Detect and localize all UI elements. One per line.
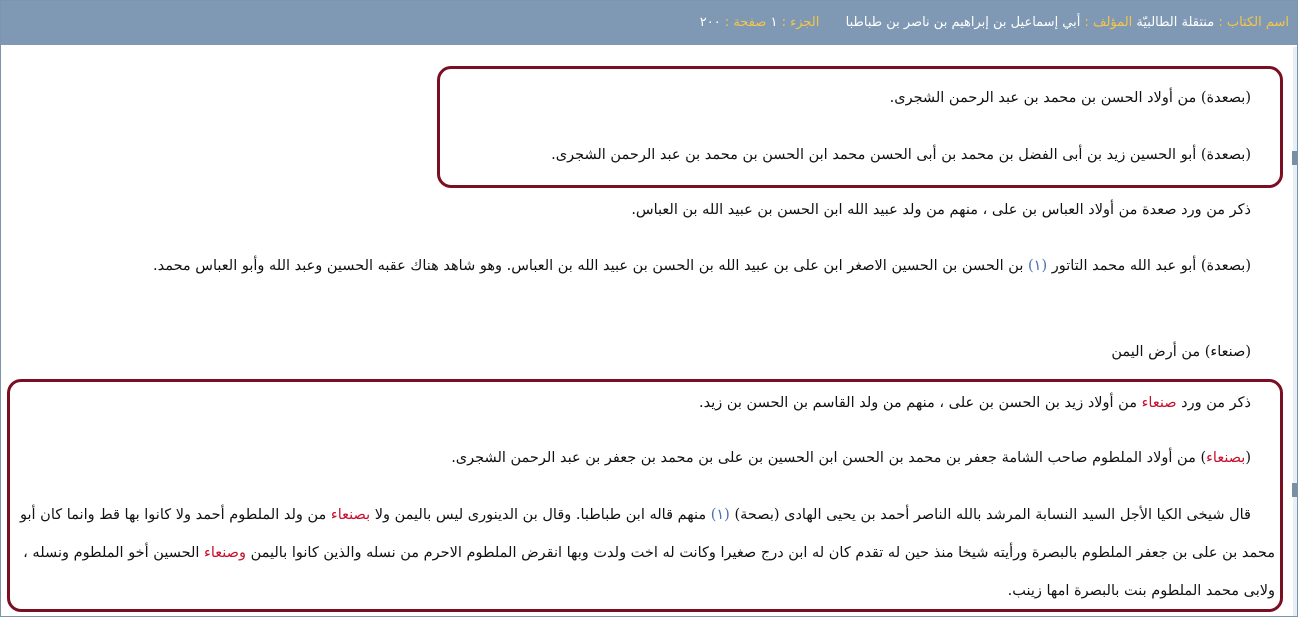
scroll-marker bbox=[1292, 151, 1297, 165]
paragraph bbox=[451, 450, 1251, 466]
highlight-box-1 bbox=[437, 66, 1283, 188]
page-label: صفحة : bbox=[724, 15, 767, 30]
paragraph bbox=[19, 247, 1275, 285]
paragraph-text: قال شيخى الكيا الأجل السيد النسابة المرشد بالله الناصر أحمد بن يحيى الهادى (بصحة) bbox=[734, 507, 1251, 523]
author-label: المؤلف : bbox=[1084, 15, 1133, 30]
page-number: ٢٠٠ bbox=[699, 15, 721, 30]
scroll-marker bbox=[1292, 483, 1297, 497]
paragraph bbox=[699, 395, 1251, 411]
paragraph-text: منهم قاله ابن طباطبا. وقال بن الدينورى ليس باليمن ولا bbox=[374, 507, 707, 523]
highlighted-term: وصنعاء bbox=[204, 545, 246, 561]
book-info-bar bbox=[1, 1, 1297, 45]
page-text bbox=[1, 47, 1297, 616]
paragraph-text: ( bbox=[1245, 450, 1251, 466]
paragraph bbox=[19, 496, 1275, 610]
paragraph-text: (بصعدة) أبو عبد الله محمد التاتور bbox=[1051, 258, 1251, 274]
part-label: الجزء : bbox=[781, 15, 820, 30]
paragraph: (صنعاء) من أرض اليمن bbox=[1111, 344, 1251, 360]
paragraph-text: ) من أولاد الملطوم صاحب الشامة جعفر بن محمد بن الحسن ابن الحسين بن على بن محمد بن جعفر بن عبد الرحمن الشجرى. bbox=[451, 450, 1207, 466]
paragraph: ذكر من ورد صعدة من أولاد العباس بن على ، منهم من ولد عبيد الله ابن الحسن بن عبيد الله بن العباس. bbox=[631, 202, 1251, 218]
part-number: ١ bbox=[770, 15, 778, 30]
paragraph: (بصعدة) أبو الحسين زيد بن أبى الفضل بن محمد بن أبى الحسن محمد ابن الحسن بن محمد بن عبد الرحمن الشجرى. bbox=[551, 147, 1251, 163]
highlighted-term: بصنعاء bbox=[1206, 450, 1246, 466]
highlighted-term: بصنعاء bbox=[330, 507, 371, 523]
highlighted-term: صنعاء bbox=[1141, 395, 1177, 411]
paragraph-text: الحسين أخو الملطوم ونسله ، ولابى محمد الملطوم بنت بالبصرة امها زينب. bbox=[23, 545, 1275, 599]
paragraph-text: بن الحسن بن الحسين الاصغر ابن على بن عبيد الله بن الحسن بن عبيد الله بن العباس. وهو شاهد هناك عقبه الحسين وعبد الله وأبو العباس محمد. bbox=[152, 258, 1024, 274]
paragraph-text: ذكر من ورد bbox=[1181, 395, 1251, 411]
book-title: منتقلة الطالبيّة bbox=[1136, 15, 1215, 30]
paragraph-text: من أولاد زيد بن الحسن بن على ، منهم من ولد القاسم بن الحسن بن زيد. bbox=[699, 395, 1137, 411]
author-name: أبي إسماعيل بن إبراهيم بن ناصر بن طباطبا bbox=[845, 15, 1081, 30]
paragraph-text: من ولد الملطوم أحمد ولا كانوا بها قط وانما كان أبو محمد بن على بن جعفر الملطوم بالبصرة ورأيته شيخا منذ حين له تقدم كان له ابن درج صغيرا وكانت له اخت ولدت وبها انقرض الملطوم الاحرم من نسله والذين كانوا باليمن bbox=[20, 507, 1275, 561]
footnote-ref[interactable]: (١) bbox=[710, 507, 730, 523]
scrollbar[interactable] bbox=[1293, 47, 1297, 616]
book-label: اسم الكتاب : bbox=[1218, 15, 1289, 30]
paragraph: (بصعدة) من أولاد الحسن بن محمد بن عبد الرحمن الشجرى. bbox=[889, 90, 1251, 106]
footnote-ref[interactable]: (١) bbox=[1027, 258, 1048, 274]
